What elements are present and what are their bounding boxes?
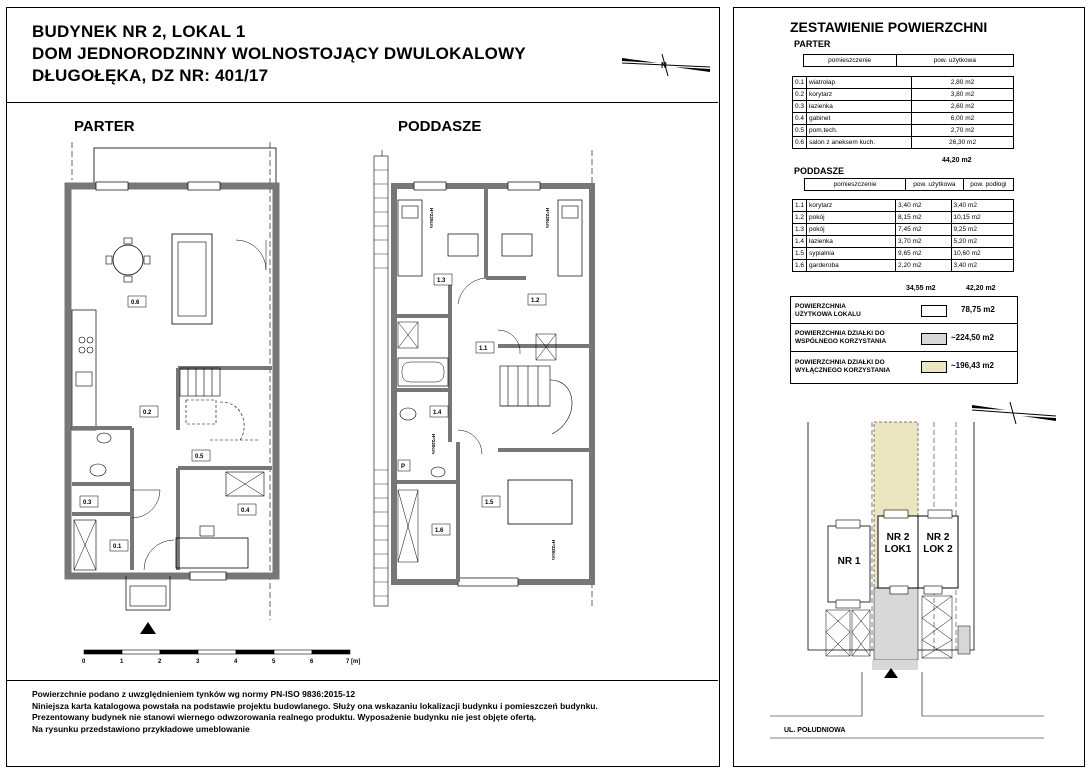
legend-shared-line1: POWIERZCHNIA DZIAŁKI DO (795, 330, 885, 337)
notes-divider (6, 680, 718, 681)
note-1: Powierzchnie podano z uwzględnieniem tynków wg normy PN-ISO 9836:2015-12 (32, 689, 356, 699)
room-label-0-5: 0.5 (195, 454, 204, 460)
scale-tick-6: 6 (310, 659, 314, 665)
room-label-1-2: 1.2 (531, 298, 540, 304)
row-room: łazienka (807, 101, 912, 113)
poddasze-total-usable: 34,55 m2 (906, 285, 936, 292)
row-num: 1.3 (793, 224, 807, 236)
poddasze-rows (792, 199, 1014, 272)
legend-swatch-exclusive (921, 361, 947, 373)
table-row (793, 89, 1014, 101)
row-floor: 9,25 m2 (951, 224, 1014, 236)
legend-usable-line1: POWIERZCHNIA (795, 303, 846, 310)
room-label-1-3: 1.3 (437, 278, 446, 284)
height-mark-1-5: H=220cm (551, 540, 556, 560)
height-mark-1-2: H=220cm (545, 208, 550, 228)
legend-exclusive-line2: WYŁĄCZNEGO KORZYSTANIA (795, 367, 891, 374)
row-room: wiatrołap (807, 77, 912, 89)
table-row (793, 101, 1014, 113)
row-num: 1.1 (793, 200, 807, 212)
scale-tick-1: 1 (120, 659, 124, 665)
scale-bar (80, 646, 370, 668)
row-num: 0.5 (793, 125, 807, 137)
room-label-0-3: 0.3 (83, 500, 92, 506)
table-row (793, 248, 1014, 260)
svg-text:N: N (661, 61, 667, 70)
parter-table-title: PARTER (794, 39, 831, 49)
poddasze-header-usable: pow. użytkowa (906, 179, 964, 191)
row-num: 0.6 (793, 137, 807, 149)
row-room: pokój (807, 212, 896, 224)
header-divider (6, 102, 718, 103)
note-4: Na rysunku przedstawiono przykładowe umeblowanie (32, 723, 250, 734)
row-floor: 10,15 m2 (951, 212, 1014, 224)
site-street-label: UL. POŁUDNIOWA (784, 727, 846, 734)
site-label-lok2-b: LOK 2 (923, 544, 953, 555)
poddasze-label: PODDASZE (398, 118, 482, 135)
legend-row-exclusive (791, 353, 1017, 381)
row-num: 1.2 (793, 212, 807, 224)
scale-tick-3: 3 (196, 659, 200, 665)
table-row (793, 212, 1014, 224)
row-usable: 2,20 m2 (896, 260, 951, 272)
room-label-0-4: 0.4 (241, 508, 250, 514)
row-room: łazienka (807, 236, 896, 248)
parter-rows (792, 76, 1014, 149)
row-room: gabinet (807, 113, 912, 125)
row-floor: 10,60 m2 (951, 248, 1014, 260)
legend-swatch-shared (921, 333, 947, 345)
row-room: korytarz (807, 89, 912, 101)
room-label-1-1: 1.1 (479, 346, 488, 352)
row-num: 0.1 (793, 77, 807, 89)
legend-exclusive-line1: POWIERZCHNIA DZIAŁKI DO (795, 359, 885, 366)
header-line2: DOM JEDNORODZINNY WOLNOSTOJĄCY DWULOKALOWY (32, 44, 526, 63)
row-room: garderoba (807, 260, 896, 272)
row-floor: 5,20 m2 (951, 236, 1014, 248)
legend-exclusive-value: ~196,43 m2 (951, 361, 994, 370)
legend-row-shared (791, 325, 1017, 352)
parter-total: 44,20 m2 (942, 157, 972, 164)
row-num: 0.2 (793, 89, 807, 101)
legend-row-usable (791, 297, 1017, 324)
site-label-lok1-b: LOK1 (884, 544, 912, 555)
table-row (793, 200, 1014, 212)
row-num: 1.6 (793, 260, 807, 272)
legend-shared-value: ~224,50 m2 (951, 333, 994, 342)
poddasze-floor-plan (368, 150, 604, 610)
scale-tick-5: 5 (272, 659, 276, 665)
header-line1: BUDYNEK NR 2, LOKAL 1 (32, 22, 246, 41)
row-room: korytarz (807, 200, 896, 212)
parter-label: PARTER (74, 118, 135, 135)
site-label-lok2-a: NR 2 (926, 532, 950, 543)
legend-usable-line2: UŻYTKOWA LOKALU (795, 311, 861, 318)
poddasze-header-floor: pow. podłogi (963, 179, 1013, 191)
table-row (793, 113, 1014, 125)
table-row (793, 125, 1014, 137)
north-arrow-icon (618, 50, 714, 80)
scale-tick-7: 7 [m] (346, 659, 361, 665)
site-plan (764, 420, 1064, 740)
table-row (793, 236, 1014, 248)
row-area: 3,80 m2 (912, 89, 1014, 101)
row-area: 6,00 m2 (912, 113, 1014, 125)
room-label-0-1: 0.1 (113, 544, 122, 550)
row-usable: 3,40 m2 (896, 200, 951, 212)
row-floor: 3,40 m2 (951, 260, 1014, 272)
row-num: 1.4 (793, 236, 807, 248)
header-line3: DŁUGOŁĘKA, DZ NR: 401/17 (32, 66, 269, 85)
row-room: sypialnia (807, 248, 896, 260)
note-3: Prezentowany budynek nie stanowi wiernego odwzorowania realnego produktu. Wyposażenie budynku nie jest objęte ofertą. (32, 712, 537, 722)
area-legend (790, 296, 1018, 384)
site-label-lok1-a: NR 2 (886, 532, 910, 543)
p-mark: P (401, 464, 406, 470)
parter-table (792, 54, 1014, 67)
room-label-1-4: 1.4 (433, 410, 442, 416)
scale-tick-4: 4 (234, 659, 238, 665)
row-area: 2,70 m2 (912, 125, 1014, 137)
row-area: 2,60 m2 (912, 101, 1014, 113)
row-usable: 3,70 m2 (896, 236, 951, 248)
poddasze-header-table (792, 178, 1014, 191)
summary-title: ZESTAWIENIE POWIERZCHNI (790, 19, 988, 35)
room-label-1-6: 1.6 (435, 528, 444, 534)
row-room: pokój (807, 224, 896, 236)
table-row (793, 224, 1014, 236)
legend-swatch-usable (921, 305, 947, 317)
footnotes (32, 689, 702, 735)
legend-shared-line2: WSPÓLNEGO KORZYSTANIA (795, 338, 887, 345)
legend-usable-value: 78,75 m2 (961, 305, 995, 314)
parter-header-area: pow. użytkowa (896, 55, 1013, 67)
row-usable: 9,65 m2 (896, 248, 951, 260)
row-num: 0.3 (793, 101, 807, 113)
parter-header-room: pomieszczenie (803, 55, 896, 67)
poddasze-header-room: pomieszczenie (805, 179, 906, 191)
row-usable: 8,15 m2 (896, 212, 951, 224)
poddasze-total-floor: 42,20 m2 (966, 285, 996, 292)
scale-tick-0: 0 (82, 659, 86, 665)
row-area: 26,30 m2 (912, 137, 1014, 149)
table-row (793, 260, 1014, 272)
row-room: pom.tech. (807, 125, 912, 137)
row-num: 0.4 (793, 113, 807, 125)
poddasze-table-title: PODDASZE (794, 166, 845, 176)
table-row (793, 77, 1014, 89)
row-area: 2,80 m2 (912, 77, 1014, 89)
room-label-1-5: 1.5 (485, 500, 494, 506)
site-label-nr1: NR 1 (837, 556, 861, 567)
row-room: salon z aneksem kuch. (807, 137, 912, 149)
row-num: 1.5 (793, 248, 807, 260)
row-floor: 3,40 m2 (951, 200, 1014, 212)
note-2: Niniejsza karta katalogowa powstała na podstawie projektu budowlanego. Służy ona wskazaniu lokalizacji budynku i pomieszczeń budynku. (32, 700, 598, 711)
scale-tick-2: 2 (158, 659, 162, 665)
height-mark-1-4: H=220cm (431, 434, 436, 454)
row-usable: 7,45 m2 (896, 224, 951, 236)
header-title (32, 21, 526, 87)
room-label-0-6: 0.6 (131, 300, 140, 306)
table-row (793, 137, 1014, 149)
parter-floor-plan (60, 140, 300, 650)
height-mark-1-3: H=220cm (429, 208, 434, 228)
room-label-0-2: 0.2 (143, 410, 152, 416)
